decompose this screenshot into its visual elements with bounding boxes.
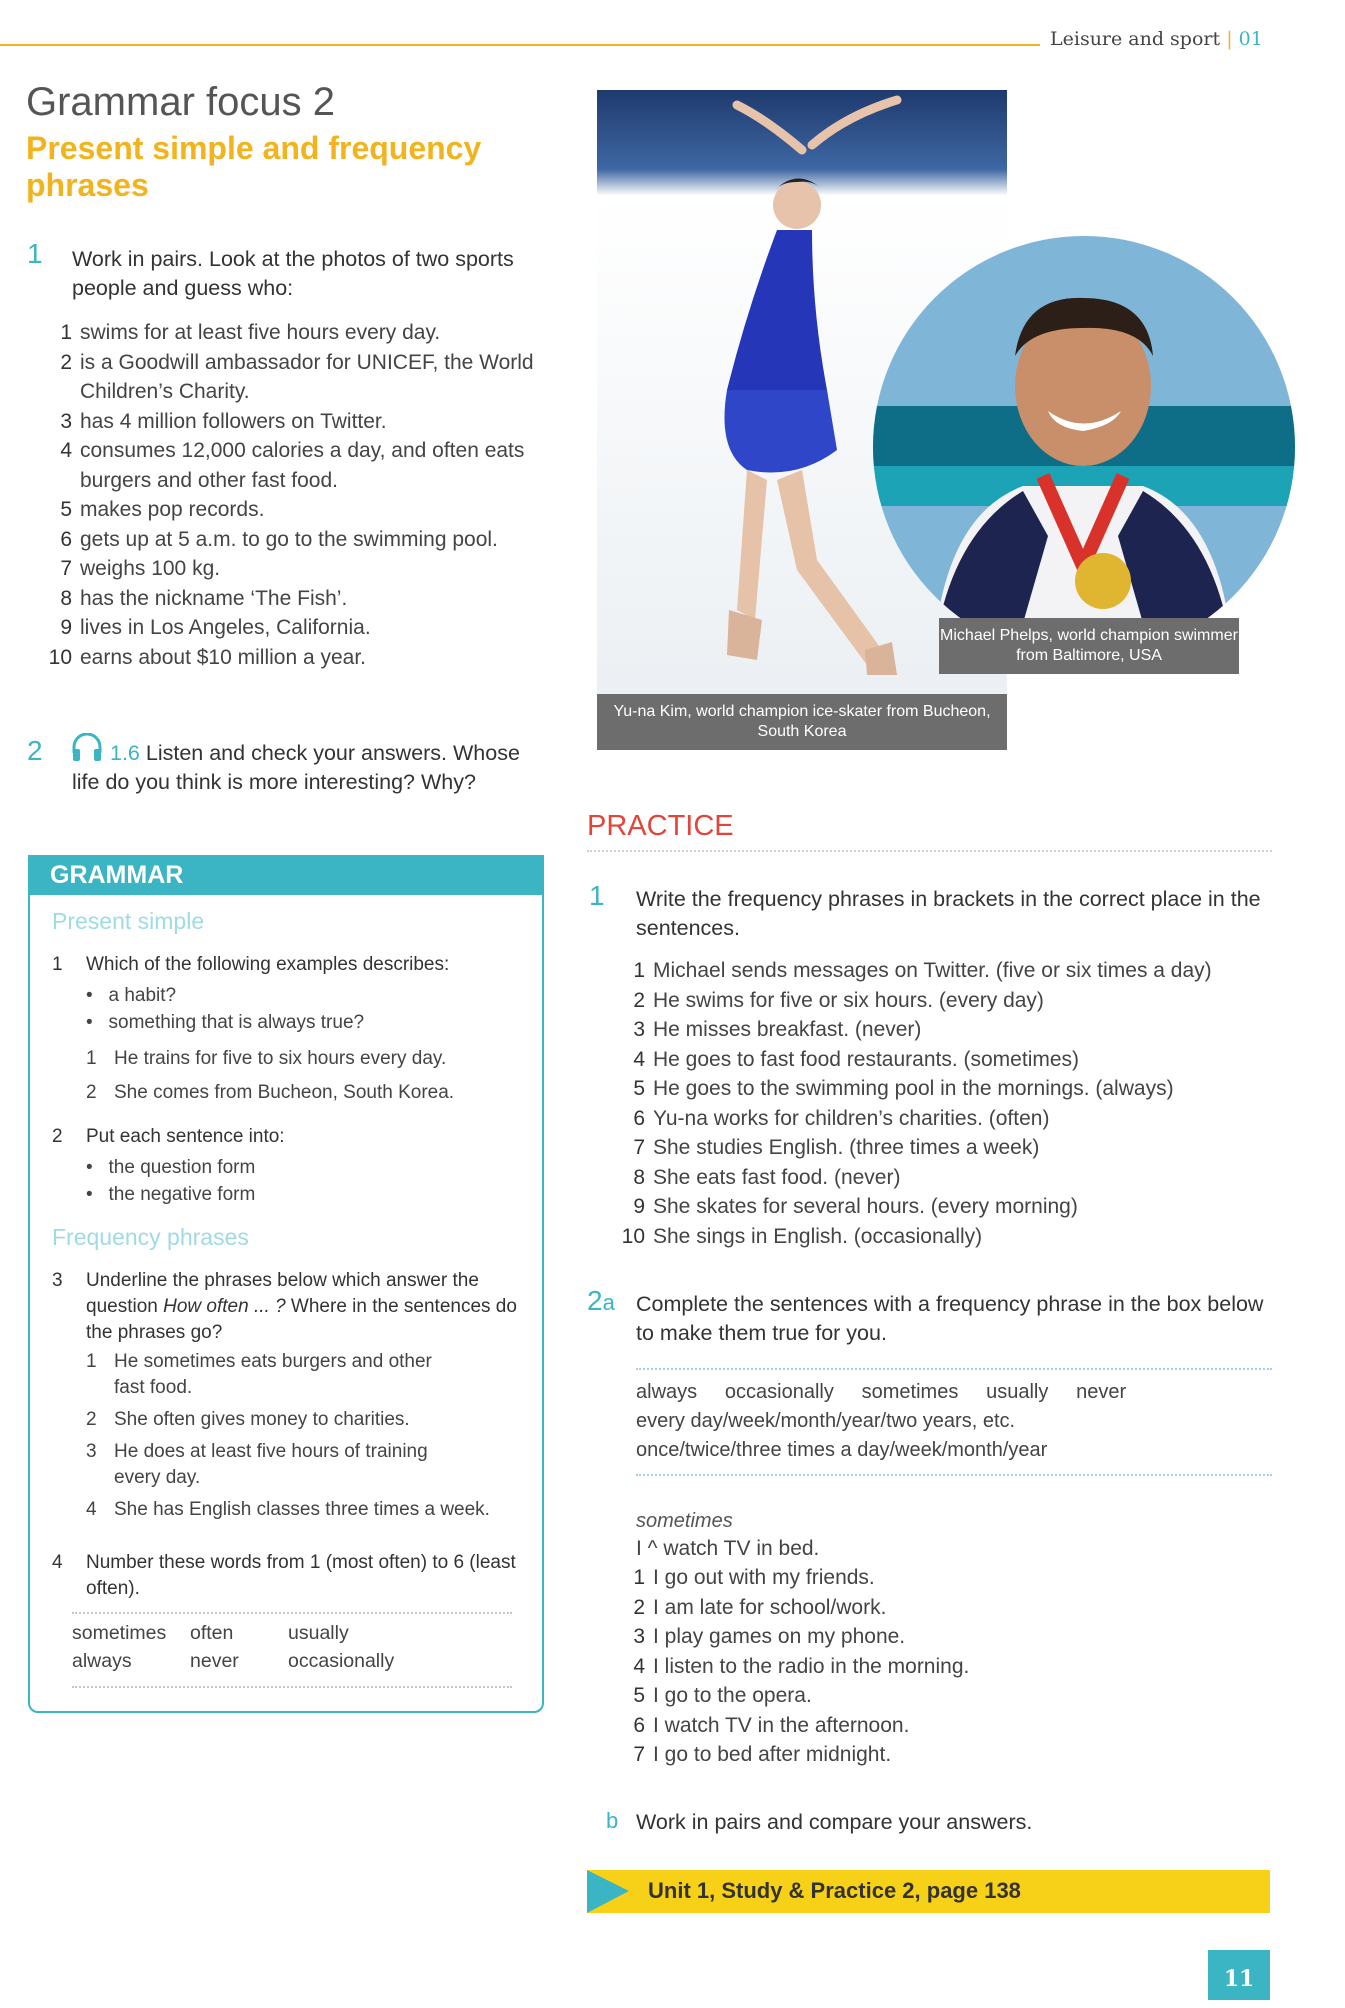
list-item: 1 Michael sends messages on Twitter. (five or six times a day) <box>633 959 1212 982</box>
study-practice-link[interactable]: Unit 1, Study & Practice 2, page 138 <box>648 1878 1021 1903</box>
header-separator: | <box>1226 28 1233 50</box>
list-item: 5 He goes to the swimming pool in the mornings. (always) <box>633 1077 1174 1100</box>
grammar-q3: 3 Underline the phrases below which answer the question How often ... ? Where in the sentences do the phrases go? <box>52 1270 517 1343</box>
phrase-box-line: always occasionally sometimes usually never <box>636 1381 1127 1403</box>
practice-1-instruction: Write the frequency phrases in brackets in the correct place in the sentences. <box>636 887 1261 940</box>
page-title: Grammar focus 2 <box>26 80 335 124</box>
list-item: 2 She often gives money to charities. <box>86 1409 410 1430</box>
practice-2b-instruction: Work in pairs and compare your answers. <box>636 1810 1033 1834</box>
word: often <box>190 1622 234 1644</box>
caption-phelps: Michael Phelps, world champion swimmer from Baltimore, USA <box>939 618 1239 674</box>
grammar-q3-examples <box>86 1349 516 1523</box>
frequency-phrases-heading: Frequency phrases <box>52 1224 249 1250</box>
header-section: Leisure and sport <box>1050 28 1221 50</box>
exercise-2-instruction <box>72 739 542 797</box>
word-box-top-rule <box>72 1612 512 1614</box>
phrase-box-line: every day/week/month/year/two years, etc. <box>636 1410 1016 1432</box>
word: sometimes <box>72 1622 167 1644</box>
list-item: 2 I am late for school/work. <box>633 1595 887 1619</box>
word-box-bottom-rule <box>72 1686 512 1688</box>
phrase-box-bottom-rule <box>636 1474 1272 1476</box>
word-box <box>72 1619 512 1675</box>
list-item: • something that is always true? <box>86 1012 365 1033</box>
list-item: 4 He goes to fast food restaurants. (sometimes) <box>633 1047 1080 1071</box>
exercise-2-text: Listen and check your answers. Whose life do you think is more interesting? Why? <box>72 741 520 794</box>
list-item: 2 is a Goodwill ambassador for UNICEF, the World Children’s Charity. <box>60 350 534 403</box>
example-word: sometimes <box>636 1510 733 1532</box>
list-item: 9 lives in Los Angeles, California. <box>60 616 371 639</box>
list-item: 10 earns about $10 million a year. <box>48 645 367 669</box>
exercise-1-instruction: Work in pairs. Look at the photos of two sports people and guess who: <box>72 247 514 300</box>
list-item: 2 He swims for five or six hours. (every day) <box>633 988 1044 1012</box>
list-item: 5 makes pop records. <box>60 498 265 521</box>
list-item: 4 I listen to the radio in the morning. <box>633 1654 970 1678</box>
photo-swimmer <box>873 236 1295 658</box>
list-item: 3 He misses breakfast. (never) <box>633 1018 922 1041</box>
grammar-q4: 4 Number these words from 1 (most often) to 6 (least often). <box>52 1552 516 1599</box>
list-item: 1 He trains for five to six hours every day. <box>86 1048 447 1069</box>
practice-2a-instruction: Complete the sentences with a frequency phrase in the box below to make them true for you. <box>636 1292 1264 1345</box>
grammar-q2-bullets <box>86 1154 526 1208</box>
grammar-heading: GRAMMAR <box>28 855 544 895</box>
banner-arrow-icon <box>587 1870 629 1913</box>
phrase-box <box>636 1378 1272 1465</box>
list-item: 4 She has English classes three times a week. <box>86 1499 490 1520</box>
list-item: 3 I play games on my phone. <box>633 1625 906 1648</box>
phrase-box-top-rule <box>636 1368 1272 1370</box>
caption-kim: Yu-na Kim, world champion ice-skater from Bucheon, South Korea <box>597 694 1007 750</box>
list-item: 3 has 4 million followers on Twitter. <box>60 409 387 433</box>
practice-heading: PRACTICE <box>587 810 734 842</box>
exercise-2-number: 2 <box>27 735 43 766</box>
list-item: 8 has the nickname ‘The Fish’. <box>60 586 348 610</box>
grammar-q1-bullets <box>86 982 526 1036</box>
exercise-1-list <box>44 318 544 672</box>
list-item: 7 She studies English. (three times a week) <box>633 1136 1040 1159</box>
list-item: • the question form <box>86 1157 256 1178</box>
list-item: 8 She eats fast food. (never) <box>633 1165 901 1189</box>
practice-1-list <box>617 956 1277 1251</box>
list-item: 7 I go to bed after midnight. <box>633 1743 892 1766</box>
list-item: • a habit? <box>86 985 177 1006</box>
word: occasionally <box>288 1650 395 1672</box>
list-item: 1 He sometimes eats burgers and other fast food. <box>86 1351 432 1398</box>
grammar-q1-examples <box>86 1042 526 1110</box>
running-header <box>1050 28 1263 50</box>
practice-2b-letter: b <box>606 1808 619 1833</box>
practice-rule <box>587 850 1272 852</box>
list-item: 10 She sings in English. (occasionally) <box>621 1224 983 1248</box>
list-item: 7 weighs 100 kg. <box>60 557 221 580</box>
word: always <box>72 1650 132 1672</box>
grammar-q2: 2 Put each sentence into: <box>52 1126 285 1147</box>
list-item: 1 swims for at least five hours every day. <box>60 321 441 344</box>
practice-1-number: 1 <box>589 880 605 911</box>
header-rule <box>0 44 1040 46</box>
track-number: 1.6 <box>110 741 140 765</box>
list-item: 6 I watch TV in the afternoon. <box>633 1713 910 1737</box>
list-item: 1 I go out with my friends. <box>633 1566 875 1589</box>
list-item: 6 gets up at 5 a.m. to go to the swimming pool. <box>60 527 498 551</box>
list-item: 6 Yu-na works for children’s charities. (often) <box>633 1106 1050 1130</box>
practice-2a-list <box>617 1563 1277 1770</box>
practice-2a-number: 2a <box>587 1285 615 1316</box>
list-item: 5 I go to the opera. <box>633 1684 812 1707</box>
phrase-box-line: once/twice/three times a day/week/month/year <box>636 1439 1048 1461</box>
list-item: 3 He does at least five hours of training every day. <box>86 1441 428 1488</box>
list-item: • the negative form <box>86 1184 256 1205</box>
present-simple-heading: Present simple <box>52 908 205 934</box>
exercise-1-number: 1 <box>27 238 43 269</box>
list-item: 9 She skates for several hours. (every morning) <box>633 1195 1078 1218</box>
page-subtitle: Present simple and frequency phrases <box>26 130 482 203</box>
word: usually <box>288 1622 349 1644</box>
example-sentence: I ^ watch TV in bed. <box>636 1537 820 1560</box>
word: never <box>190 1650 239 1672</box>
list-item: 4 consumes 12,000 calories a day, and often eats burgers and other fast food. <box>60 439 525 492</box>
header-unit: 01 <box>1238 28 1263 50</box>
page-number: 11 <box>1208 1950 1270 2000</box>
list-item: 2 She comes from Bucheon, South Korea. <box>86 1082 455 1103</box>
grammar-q1: 1 Which of the following examples describes: <box>52 954 450 975</box>
